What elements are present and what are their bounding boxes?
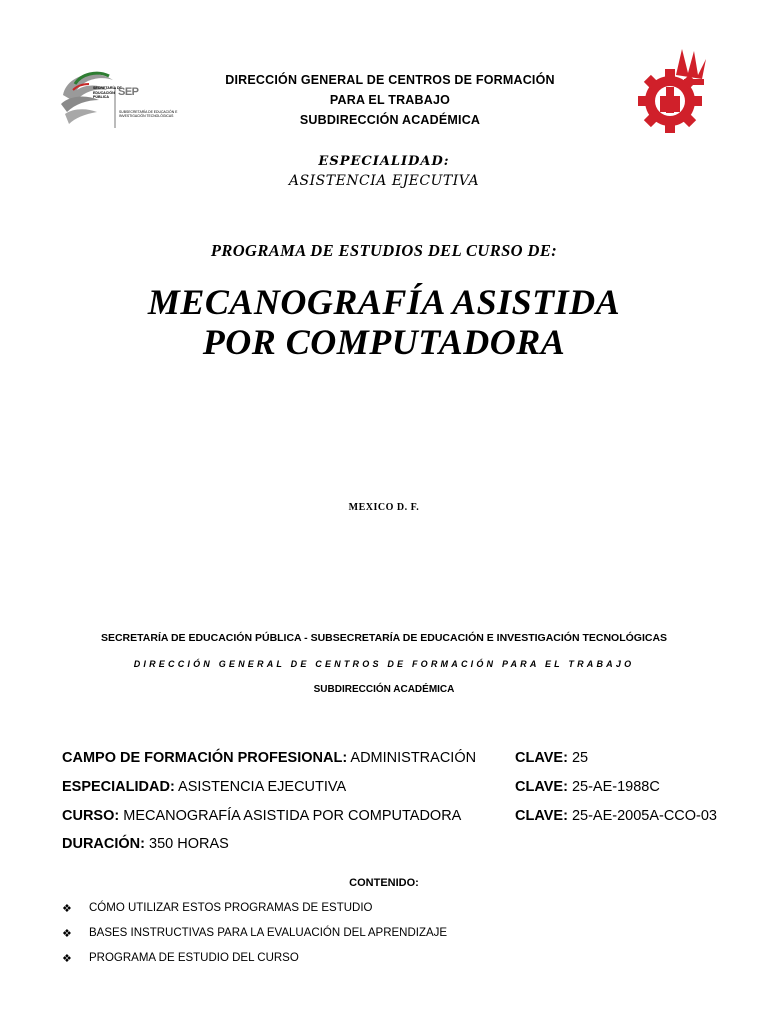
list-item-label: PROGRAMA DE ESTUDIO DEL CURSO <box>89 952 299 964</box>
campo-label: CAMPO DE FORMACIÓN PROFESIONAL: <box>62 750 348 766</box>
curso-label: CURSO: <box>62 808 120 824</box>
campo-value: ADMINISTRACIÓN <box>350 750 477 766</box>
clave-value: 25 <box>571 750 589 766</box>
header-line-1: DIRECCIÓN GENERAL DE CENTROS DE FORMACIÓN <box>225 73 555 87</box>
curso-field <box>62 808 461 824</box>
especialidad-clave <box>515 779 660 795</box>
clave-label: CLAVE: <box>515 779 568 795</box>
list-item <box>62 952 662 977</box>
duracion-label: DURACIÓN: <box>62 836 145 852</box>
curso-value: MECANOGRAFÍA ASISTIDA POR COMPUTADORA <box>123 808 462 824</box>
list-item <box>62 902 662 927</box>
sep-logo <box>55 60 190 135</box>
curso-clave <box>515 808 717 824</box>
info-row-especialidad <box>62 779 742 805</box>
list-item-label: CÓMO UTILIZAR ESTOS PROGRAMAS DE ESTUDIO <box>89 902 373 914</box>
sep-logo-line: SUBSECRETARÍA DE EDUCACIÓN E <box>119 110 178 114</box>
clave-label: CLAVE: <box>515 808 568 824</box>
sep-logo-line: PÚBLICA <box>93 95 109 100</box>
list-item <box>62 927 662 952</box>
diamond-bullet-icon: ❖ <box>62 953 72 965</box>
subdireccion-line: SUBDIRECCIÓN ACADÉMICA <box>313 684 455 695</box>
sep-logo-line: INVESTIGACIÓN TECNOLÓGICAS <box>119 114 174 119</box>
duracion-field <box>62 836 229 852</box>
especialidad-value: ASISTENCIA EJECUTIVA <box>178 779 347 795</box>
course-title-line-1: MECANOGRAFÍA ASISTIDA <box>147 282 621 322</box>
contenido-heading: CONTENIDO: <box>349 877 419 889</box>
specialty-value: ASISTENCIA EJECUTIVA <box>288 173 480 189</box>
gear-emblem-icon <box>632 45 717 135</box>
diamond-bullet-icon: ❖ <box>62 928 72 940</box>
course-title <box>0 282 768 362</box>
contenido-list <box>62 902 662 977</box>
diamond-bullet-icon: ❖ <box>62 903 72 915</box>
dgcft-logo <box>632 45 717 135</box>
sep-logo-text-bottom <box>119 110 177 119</box>
header-line-2: PARA EL TRABAJO <box>329 93 451 107</box>
course-title-line-2: POR COMPUTADORA <box>202 322 566 362</box>
info-row-campo <box>62 750 742 776</box>
campo-clave <box>515 750 588 766</box>
program-heading: PROGRAMA DE ESTUDIOS DEL CURSO DE: <box>210 241 558 260</box>
info-row-curso <box>62 808 742 834</box>
clave-value: 25-AE-2005A-CCO-03 <box>571 808 718 824</box>
list-item-label: BASES INSTRUCTIVAS PARA LA EVALUACIÓN DEL APRENDIZAJE <box>89 927 448 939</box>
city-label: MEXICO D. F. <box>348 502 420 513</box>
sep-logo-line: SECRETARÍA DE <box>93 86 122 90</box>
info-row-duracion <box>62 836 742 862</box>
especialidad-label: ESPECIALIDAD: <box>62 779 175 795</box>
sep-logo-mark: SEP <box>118 86 139 98</box>
sep-logo-line: EDUCACIÓN <box>93 90 115 95</box>
clave-label: CLAVE: <box>515 750 568 766</box>
clave-value: 25-AE-1988C <box>571 779 660 795</box>
campo-field <box>62 750 476 766</box>
sep-line: SECRETARÍA DE EDUCACIÓN PÚBLICA - SUBSECRETARÍA DE EDUCACIÓN E INVESTIGACIÓN TECNOLÓGICAS <box>100 632 668 644</box>
header-title <box>200 70 580 130</box>
duracion-value: 350 HORAS <box>149 836 229 852</box>
especialidad-field <box>62 779 346 795</box>
header-line-3: SUBDIRECCIÓN ACADÉMICA <box>299 113 481 127</box>
dgcft-line: DIRECCIÓN GENERAL DE CENTROS DE FORMACIÓN PARA EL TRABAJO <box>133 659 635 669</box>
specialty-label: ESPECIALIDAD: <box>318 154 450 169</box>
